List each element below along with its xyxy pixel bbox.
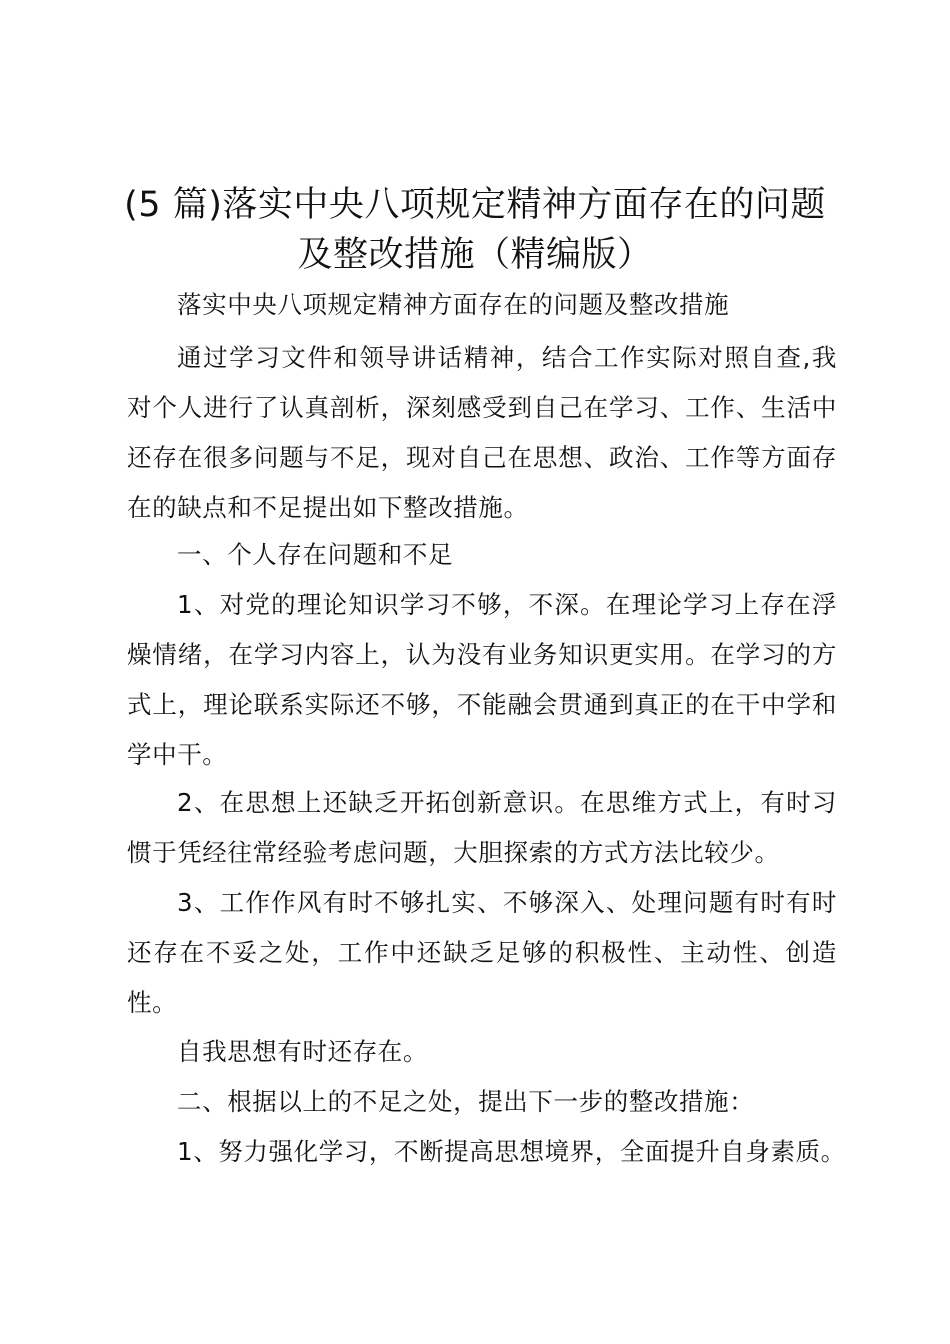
document-title-line-2: 及整改措施（精编版）	[297, 235, 653, 275]
section-heading-problems: 一、个人存在问题和不足	[177, 540, 454, 569]
section-heading-measures: 二、根据以上的不足之处，提出下一步的整改措施：	[177, 1087, 755, 1116]
document-title-line-1: (5 篇)落实中央八项规定精神方面存在的问题	[124, 185, 826, 225]
extra-paragraph: 自我思想有时还存在。	[177, 1037, 428, 1066]
issue-paragraph-2: 2、在思想上还缺乏开拓创新意识。在思维方式上，有时习惯于凭经往常经验考虑问题，大胆探索的方式方法比较少。	[127, 788, 837, 867]
measure-paragraph-1: 1、努力强化学习，不断提高思想境界，全面提升自身素质。	[177, 1137, 846, 1166]
issue-paragraph-3: 3、工作作风有时不够扎实、不够深入、处理问题有时有时还存在不妥之处，工作中还缺乏足够的积极性、主动性、创造性。	[127, 888, 837, 1017]
document-subtitle: 落实中央八项规定精神方面存在的问题及整改措施	[177, 290, 730, 319]
issue-paragraph-1: 1、对党的理论知识学习不够，不深。在理论学习上存在浮燥情绪，在学习内容上，认为没有业务知识更实用。在学习的方式上，理论联系实际还不够，不能融会贯通到真正的在干中学和学中干。	[127, 590, 837, 769]
intro-paragraph: 通过学习文件和领导讲话精神，结合工作实际对照自查,我对个人进行了认真剖析，深刻感受到自己在学习、工作、生活中还存在很多问题与不足，现对自己在思想、政治、工作等方面存在的缺点和不足提出如下整改措施。	[127, 343, 837, 522]
